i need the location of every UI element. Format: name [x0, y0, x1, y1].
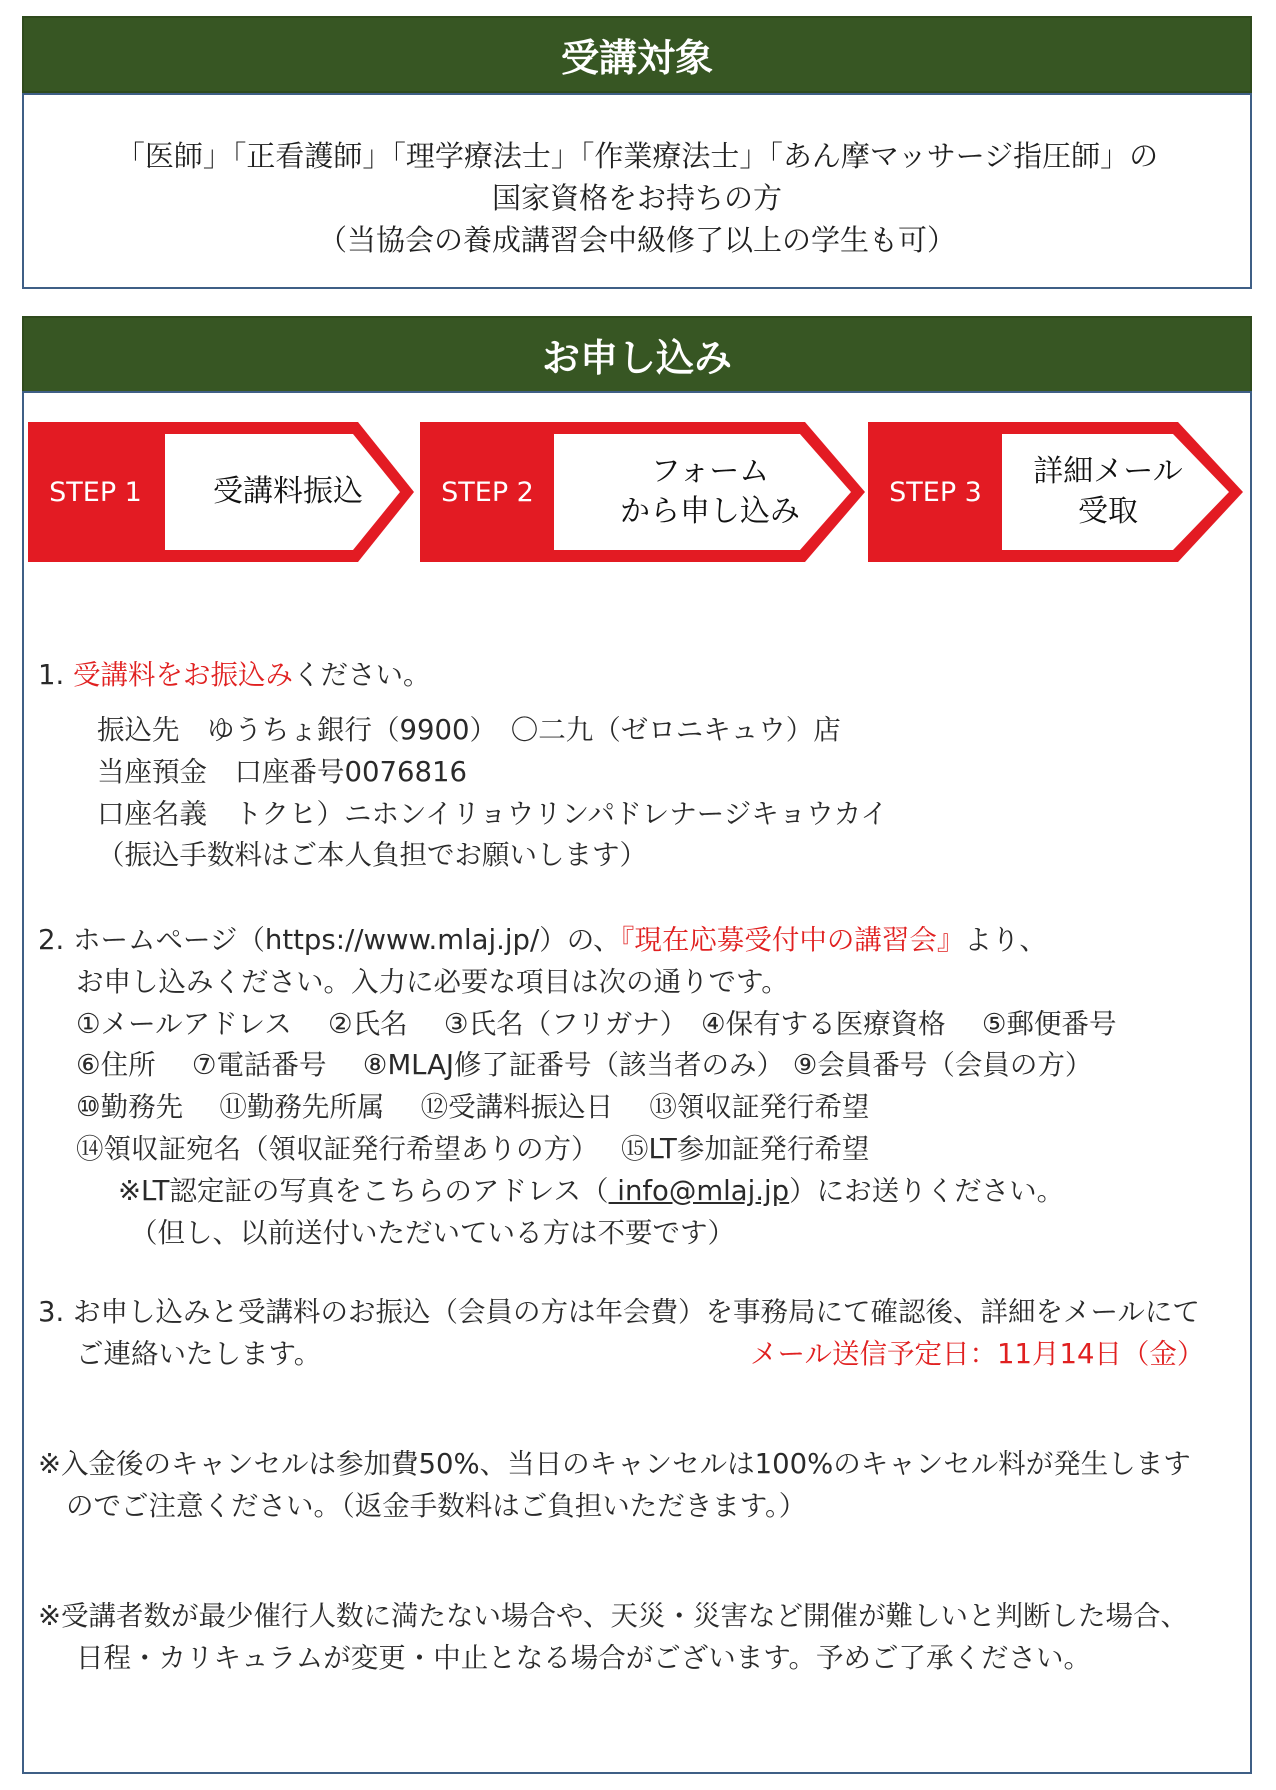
step-3-instruction: [38, 1292, 1276, 1376]
step-2-number: 2.: [38, 924, 73, 956]
step-3-line-2: ご連絡いたします。: [76, 1337, 322, 1370]
step-2-title-line-2: から申し込み: [620, 494, 800, 529]
change-note: [38, 1596, 1276, 1680]
lt-note-line-2: （但し、以前送付いただいている方は不要です）: [130, 1216, 735, 1249]
apply-header-title: お申し込み: [541, 336, 732, 380]
step-3-number: 3.: [38, 1296, 73, 1328]
step-3-title-line-1: 詳細メール: [1033, 454, 1183, 489]
lt-photo-note: [38, 1171, 1276, 1213]
step-2-items-line-2: ⑥住所 ⑦電話番号 ⑧MLAJ修了証番号（該当者のみ） ⑨会員番号（会員の方）: [76, 1049, 1093, 1082]
step-2-title-line-1: フォーム: [650, 454, 770, 489]
target-section-header: [22, 16, 1252, 93]
target-line-2: 国家資格をお持ちの方: [491, 181, 782, 215]
step-3-line-1: お申し込みと受講料のお振込（会員の方は年会費）を事務局にて確認後、詳細をメールにて: [72, 1296, 1200, 1328]
step-2-instruction: [38, 920, 1276, 1254]
mail-send-date: メール送信予定日：11月14日（金）: [750, 1337, 1205, 1370]
step-2-label: STEP 2: [441, 476, 534, 508]
step-2-highlight: 『現在応募受付中の講習会』: [620, 924, 965, 956]
bank-info: [97, 710, 1276, 877]
step-2-suffix: より、: [964, 924, 1047, 956]
step-2-prefix: ホームページ（https://www.mlaj.jp/）の、: [72, 924, 621, 956]
apply-section-header: [22, 316, 1252, 393]
lt-note-suffix: ）にお送りください。: [789, 1174, 1065, 1207]
change-note-line-2: 日程・カリキュラムが変更・中止となる場合がございます。予めご了承ください。: [76, 1641, 1092, 1674]
target-header-title: 受講対象: [560, 36, 713, 80]
step-1-suffix: ください。: [292, 659, 431, 691]
step-2-title: [560, 422, 860, 562]
step-1-title-line-1: 受講料振込: [213, 474, 363, 509]
step-2-items-line-3: ⑩勤務先 ⑪勤務先所属 ⑫受講料振込日 ⑬領収証発行希望: [76, 1091, 870, 1124]
step-2-items-line-1: ①メールアドレス ②氏名 ③氏名（フリガナ） ④保有する医療資格 ⑤郵便番号: [76, 1007, 1117, 1040]
step-3-title-line-2: 受取: [1078, 494, 1138, 529]
lt-note-prefix: ※LT認定証の写真をこちらのアドレス（: [118, 1174, 609, 1207]
step-1-title: [168, 422, 408, 562]
step-1-label: STEP 1: [49, 476, 142, 508]
step-1-number: 1.: [38, 659, 73, 691]
contact-email-link[interactable]: info@mlaj.jp: [608, 1174, 790, 1207]
step-3-line-2-row: [38, 1334, 1276, 1376]
cancel-note-line-1: ※入金後のキャンセルは参加費50%、当日のキャンセルは100%のキャンセル料が発生します: [38, 1448, 1191, 1480]
step-1-instruction: [38, 655, 1276, 697]
target-description: [24, 135, 1250, 261]
step-1-highlight: 受講料をお振込み: [72, 659, 293, 691]
bank-line-2: 当座預金 口座番号0076816: [97, 755, 467, 788]
step-2-line-2: お申し込みください。入力に必要な項目は次の通りです。: [76, 965, 789, 998]
target-section-box: [22, 93, 1252, 289]
bank-line-3: 口座名義 トクヒ）ニホンイリョウリンパドレナージキョウカイ: [97, 797, 888, 830]
bank-line-4: （振込手数料はご本人負担でお願いします）: [97, 839, 647, 872]
bank-line-1: 振込先 ゆうちょ銀行（9900） 〇二九（ゼロニキュウ）店: [97, 714, 841, 746]
change-note-line-1: ※受講者数が最少催行人数に満たない場合や、天災・災害など開催が難しいと判断した場合、: [38, 1600, 1188, 1632]
cancel-note: [38, 1444, 1276, 1528]
target-line-1: 「医師」「正看護師」「理学療法士」「作業療法士」「あん摩マッサージ指圧師」の: [115, 139, 1159, 173]
cancel-note-line-2: のでご注意ください。（返金手数料はご負担いただきます。）: [66, 1489, 807, 1522]
step-3-title: [1008, 422, 1208, 562]
step-3-label: STEP 3: [889, 476, 982, 508]
target-line-3: （当協会の養成講習会中級修了以上の学生も可）: [317, 223, 956, 257]
step-2-items-line-4: ⑭領収証宛名（領収証発行希望ありの方） ⑮LT参加証発行希望: [76, 1132, 870, 1165]
